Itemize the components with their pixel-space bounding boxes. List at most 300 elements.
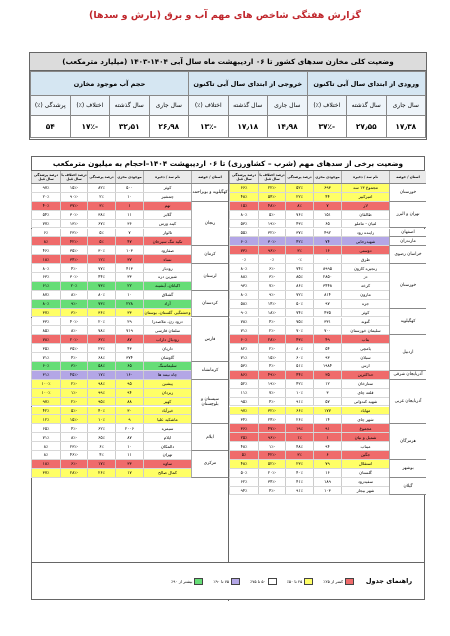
cell: ۱ — [115, 202, 143, 210]
cell: ۳۱٪ — [31, 371, 60, 379]
dam-name: کوثر — [341, 309, 389, 317]
dam-name: طالقان — [341, 211, 389, 219]
dam-name: ستارخان — [341, 380, 389, 388]
cell: ۱۹۸۴ — [313, 362, 341, 370]
cell: ۵٪ — [229, 451, 258, 459]
cell: ۴۰٪ — [285, 469, 313, 477]
cell: ۵۵٪ — [229, 229, 258, 237]
cell: ۷۱٪ — [31, 353, 60, 361]
cell: ۱۲٪ — [31, 415, 60, 423]
cell: -۲۸٪ — [60, 469, 87, 477]
province-label: گیلان — [389, 478, 426, 496]
dam-name: مجموع ۱۳ سد — [341, 184, 389, 192]
cell: -۸٪ — [60, 326, 87, 334]
cell: ۳۷٪ — [31, 469, 60, 477]
cell: -۳۷٪ — [60, 202, 87, 210]
province-label: هرمزگان — [389, 424, 426, 460]
cell: -۱۵٪ — [258, 353, 285, 361]
cell: ۹۵ — [115, 380, 143, 388]
summary-value: -۱۳٪ — [189, 116, 229, 138]
group-outflow: خروجی از ابتدای سال آبی تاکنون — [189, 72, 308, 96]
cell: -۴٪ — [258, 398, 285, 406]
legend-swatch — [268, 578, 277, 585]
legend-label: کمتر از ۲۵٪ — [323, 578, 343, 584]
cell: -۳٪ — [60, 309, 87, 317]
cell: ۹۷٪ — [229, 407, 258, 415]
cell: ۵۸٪ — [229, 300, 258, 308]
province-label: ایلام — [191, 424, 228, 451]
dam-name: سبلان — [341, 353, 389, 361]
cell: ۵۸٪ — [87, 362, 115, 370]
cell: ۷۱٪ — [229, 353, 258, 361]
cell: -۴٪ — [258, 362, 285, 370]
cell: ۱۰۳ — [313, 487, 341, 495]
cell: ۸۰٪ — [87, 291, 115, 299]
cell: ۴۱٪ — [285, 478, 313, 486]
dam-name: بتاب — [341, 335, 389, 343]
cell: ۹۵٪ — [229, 398, 258, 406]
cell: ۳۶٪ — [87, 309, 115, 317]
cell: ۵۲٪ — [285, 184, 313, 192]
cell: ۵۲٪ — [229, 380, 258, 388]
legend-label: ۷۵ تا ۹۰٪ — [213, 578, 230, 584]
cell: ۸۶٪ — [285, 282, 313, 290]
page-title: گزارش هفتگی شاخص های مهم آب و برق (بارش و سدها) — [89, 10, 361, 21]
cell: ۱۷٪ — [87, 371, 115, 379]
province-label: مازندران — [389, 237, 426, 246]
column-header: نام سد / ذخیره — [143, 171, 191, 183]
province-label: کهگیلویه و بویراحمد — [191, 184, 228, 202]
dam-name: سلمان فارسی — [143, 326, 191, 334]
summary-table — [29, 52, 427, 140]
dam-name: طرق — [341, 255, 389, 263]
cell: -۴۸٪ — [258, 202, 285, 210]
legend-label: ۲۵ تا ۵۰٪ — [286, 578, 303, 584]
legend-item — [323, 578, 354, 585]
province-label: کردستان — [191, 291, 228, 318]
cell: ۸٪ — [31, 442, 60, 450]
cell: ۶۰٪ — [31, 362, 60, 370]
cell: -۱۸٪ — [258, 309, 285, 317]
cell: ۱۹٪ — [285, 424, 313, 432]
cell: ۷۸٪ — [229, 318, 258, 326]
cell: ۶۶٪ — [285, 407, 313, 415]
cell: -۴۶٪ — [60, 451, 87, 459]
cell: -۷٪ — [258, 282, 285, 290]
cell: ۷۱٪ — [31, 433, 60, 441]
cell: ۳۴٪ — [229, 415, 258, 423]
dam-name: درود زن، ملاصدرا — [143, 318, 191, 326]
cell: ۸۲٪ — [229, 344, 258, 352]
cell: ۴۷ — [115, 237, 143, 245]
dam-name: رودبار — [143, 264, 191, 272]
cell: ۶ — [313, 451, 341, 459]
cell: ۵۰۰ — [115, 184, 143, 192]
cell: ۱۵٪ — [229, 202, 258, 210]
cell: -۲٪ — [60, 398, 87, 406]
cell: ۷۷٪ — [31, 220, 60, 228]
cell: ۶۸٪ — [87, 353, 115, 361]
cell: -۵۲٪ — [258, 460, 285, 468]
summary-value: -۱۷٪ — [70, 116, 110, 138]
cell: ۱۰ — [115, 291, 143, 299]
dam-name: داریان — [143, 344, 191, 352]
cell: ۵۱٪ — [285, 362, 313, 370]
cell: -۴٪ — [60, 264, 87, 272]
cell: ۸۰٪ — [229, 211, 258, 219]
cell: -۱۵٪ — [60, 184, 87, 192]
province-label: خوزستان — [389, 184, 426, 202]
cell: -۲۸٪ — [258, 335, 285, 343]
cell: ۸۱۴ — [313, 291, 341, 299]
cell: ۹۴٪ — [229, 487, 258, 495]
legend-swatch — [194, 578, 203, 585]
summary-value: ۱۴٫۹۸ — [268, 116, 308, 138]
dam-name: چمشیر — [143, 193, 191, 201]
dam-name: گاوشان — [143, 353, 191, 361]
cell: ۶۰٪ — [229, 335, 258, 343]
cell: ۷ — [313, 202, 341, 210]
cell: ۶۵ — [313, 220, 341, 228]
dam-name: شهر بیجار — [341, 487, 389, 495]
cell: ۵۰٪ — [229, 469, 258, 477]
province-label: لرستان — [191, 264, 228, 291]
cell: ۲۳٪ — [87, 344, 115, 352]
cell: -۲۰٪ — [258, 469, 285, 477]
province-label: تهران و البرز — [389, 202, 426, 229]
dam-name: گتوند — [341, 318, 389, 326]
cell: ۸۲٪ — [87, 184, 115, 192]
column-header: درصد پرشدگی سال قبل — [31, 171, 60, 183]
cell: ۴۹ — [313, 335, 341, 343]
dam-name: شهر چای — [341, 415, 389, 423]
summary-subheader: سال جاری — [268, 96, 308, 116]
cell: -۹۰٪ — [60, 193, 87, 201]
cell: -۲۲٪ — [258, 184, 285, 192]
summary-value: ۱۷٫۳۸ — [386, 116, 426, 138]
summary-value: ۲۷٫۵۵ — [347, 116, 387, 138]
cell: ۶۲٪ — [229, 478, 258, 486]
summary-subheader: اختلاف (٪) — [307, 96, 347, 116]
dam-name: مارون — [341, 291, 389, 299]
cell: -۱٪ — [60, 389, 87, 397]
province-label: کرمان — [191, 246, 228, 264]
column-header: درصد پرشدگی — [87, 171, 115, 183]
cell: ۷۰۰ — [313, 326, 341, 334]
legend-item — [250, 578, 277, 585]
cell: ۴۸٪ — [285, 442, 313, 450]
dam-name: گلابر — [143, 211, 191, 219]
cell: ۴۸٪ — [229, 460, 258, 468]
cell: ۵۷ — [313, 398, 341, 406]
summary-subheader: سال گذشته — [347, 96, 387, 116]
cell: ۸۷ — [115, 433, 143, 441]
cell: -۴٪ — [258, 318, 285, 326]
cell: -۵۴٪ — [258, 193, 285, 201]
cell: ۷۹ — [313, 460, 341, 468]
cell: -۹٪ — [258, 291, 285, 299]
dam-name: اکباتان، آبشینه — [143, 282, 191, 290]
cell: -۱٪ — [258, 442, 285, 450]
cell: ۱۰ — [115, 442, 143, 450]
cell: ۷ — [115, 229, 143, 237]
cell: ۱۰ — [115, 193, 143, 201]
cell: ۸۸٪ — [229, 273, 258, 281]
cell: ۵۴٪ — [31, 211, 60, 219]
legend-title: راهنمای جدول — [365, 577, 413, 585]
cell: -۲٪ — [60, 380, 87, 388]
cell: -۳۰٪ — [60, 273, 87, 281]
province-label: آذربایجان غربی — [389, 380, 426, 425]
cell: -۳٪ — [60, 362, 87, 370]
dam-name: کرخه — [341, 282, 389, 290]
cell: ۱۶۰ — [115, 371, 143, 379]
cell: ۸۰٪ — [31, 264, 60, 272]
cell: ۲۸۵۰ — [313, 273, 341, 281]
summary-value: ۱۷٫۱۸ — [228, 116, 268, 138]
legend-swatch — [345, 578, 354, 585]
cell: ۸۷٪ — [31, 291, 60, 299]
dam-name: شهیدرجایی — [341, 237, 389, 245]
cell: ۷۸٪ — [31, 335, 60, 343]
cell: -۱۹٪ — [258, 220, 285, 228]
summary-subheader: سال جاری — [149, 96, 189, 116]
province-label: آذربایجان شرقی — [389, 371, 426, 380]
cell: ۴۰٪ — [31, 202, 60, 210]
cell: ۴۳٪ — [285, 335, 313, 343]
cell: -۴۷٪ — [258, 424, 285, 432]
province-label: کرمانشاه — [191, 362, 228, 380]
cell: ۸۰٪ — [229, 291, 258, 299]
cell: ۴۶٪ — [31, 246, 60, 254]
cell: -۳۰٪ — [258, 237, 285, 245]
cell: ۹۳ — [313, 353, 341, 361]
cell: -۲۴٪ — [258, 415, 285, 423]
summary-value: ۵۴ — [31, 116, 71, 138]
cell: ۴۹۲ — [313, 229, 341, 237]
cell: ۶۵٪ — [31, 424, 60, 432]
cell: ۹۱٪ — [285, 487, 313, 495]
cell: ۶۷٪ — [87, 220, 115, 228]
province-label: کهگیلویه — [389, 309, 426, 336]
cell: -۲٪ — [258, 344, 285, 352]
cell: ۷۳٪ — [87, 282, 115, 290]
cell: ۳٪ — [285, 246, 313, 254]
cell: ۱۸۹ — [313, 478, 341, 486]
cell: -۳٪ — [258, 273, 285, 281]
dam-name: زیردان — [143, 389, 191, 397]
dam-name: مهاباد — [341, 407, 389, 415]
cell: ۴۳٪ — [285, 220, 313, 228]
cell: ۳۶٪ — [229, 424, 258, 432]
cell: ۷۲٪ — [285, 291, 313, 299]
dam-name: تهم — [143, 202, 191, 210]
cell: -۶٪ — [258, 264, 285, 272]
column-header: موجودی مخزن — [115, 171, 143, 183]
cell: ۵۳٪ — [229, 220, 258, 228]
cell: ۹۳٪ — [229, 282, 258, 290]
cell: ۳٪ — [87, 202, 115, 210]
dam-name: لتیان - ماملو — [341, 220, 389, 228]
cell: -۸٪ — [60, 433, 87, 441]
cell: ۶۵٪ — [87, 433, 115, 441]
cell: ۴۲٪ — [31, 407, 60, 415]
dam-name: کهیر — [143, 398, 191, 406]
cell: -۴٪ — [60, 353, 87, 361]
province-label: اصفهان — [389, 229, 426, 238]
cell: ۳۵ — [313, 371, 341, 379]
dam-name: تالوار — [143, 229, 191, 237]
cell: ۱۶ — [313, 469, 341, 477]
dam-name: صفارود — [143, 246, 191, 254]
dam-name: دالمکان — [143, 442, 191, 450]
dam-name: جگین — [341, 451, 389, 459]
cell: ۰٪ — [258, 255, 285, 263]
dam-name: خیرآباد — [143, 407, 191, 415]
dam-name: ارس — [341, 362, 389, 370]
cell: ۴۲٪ — [285, 380, 313, 388]
dam-name: سفیدرود — [341, 478, 389, 486]
cell: ۸٪ — [285, 202, 313, 210]
cell: ۳ — [313, 389, 341, 397]
cell: ۱٪ — [285, 433, 313, 441]
cell: ۹۷ — [313, 300, 341, 308]
cell: ۲۶٪ — [285, 415, 313, 423]
cell: ۸٪ — [31, 237, 60, 245]
cell: -۵٪ — [258, 211, 285, 219]
cell: ۸٪ — [31, 451, 60, 459]
cell: -۵٪ — [60, 407, 87, 415]
dam-name: زنجیره کارون — [341, 264, 389, 272]
dam-name: مجموع — [341, 424, 389, 432]
summary-value: ۲۶٫۹۸ — [149, 116, 189, 138]
dam-name: کوثر — [143, 184, 191, 192]
cell: -۳۲٪ — [258, 229, 285, 237]
legend-swatch — [231, 578, 240, 585]
legend-item — [213, 578, 240, 585]
cell: ۸۰٪ — [229, 264, 258, 272]
cell: ۵۳٪ — [229, 362, 258, 370]
cell: ۸۰٪ — [31, 300, 60, 308]
column-header: درصد اختلاف با سال قبل — [61, 173, 87, 181]
dam-name: زاینده رود — [341, 229, 389, 237]
cell: ۳۷۴ — [115, 353, 143, 361]
province-label: اردبیل — [389, 335, 426, 371]
province-label: خوزستان — [389, 264, 426, 309]
cell: ۱۱ — [115, 451, 143, 459]
cell: ۷۳٪ — [87, 300, 115, 308]
cell: ۲۶٪ — [87, 469, 115, 477]
cell: -۲٪ — [258, 326, 285, 334]
dam-name: تهران — [143, 451, 191, 459]
cell: -۸٪ — [60, 291, 87, 299]
column-header: موجودی مخزن — [313, 171, 341, 183]
legend-item — [171, 578, 203, 585]
dam-name: کینه ورس — [143, 220, 191, 228]
cell: ۱۸٪ — [31, 460, 60, 468]
cell: ۱۷۷ — [313, 407, 341, 415]
cell: -۹٪ — [60, 300, 87, 308]
cell: ۴۳ — [115, 344, 143, 352]
legend-label: بیشتر از ۹۰٪ — [171, 578, 193, 584]
cell: ۲۲۸ — [115, 300, 143, 308]
dam-name: آزاد — [143, 300, 191, 308]
cell: ۶٪ — [31, 229, 60, 237]
cell: ۶۰٪ — [285, 353, 313, 361]
dam-name: رودبال داراب — [143, 335, 191, 343]
dam-name: سیمره — [143, 424, 191, 432]
cell: ۱۷٪ — [87, 460, 115, 468]
cell: ۹ — [115, 415, 143, 423]
legend-label: ۵۰ تا ۷۵٪ — [250, 578, 266, 584]
cell: ۵۴ — [313, 344, 341, 352]
cell: ۰٪ — [229, 255, 258, 263]
cell: ۷۱۹ — [115, 326, 143, 334]
dam-name: قلعه چای — [341, 389, 389, 397]
dam-name: دوستی — [341, 246, 389, 254]
cell: ۴۸٪ — [229, 442, 258, 450]
cell: -۳۰٪ — [60, 211, 87, 219]
cell: ۴۸٪ — [229, 193, 258, 201]
cell: ۸۰٪ — [285, 344, 313, 352]
cell: ۸۵٪ — [285, 273, 313, 281]
cell: ۲۳٪ — [285, 460, 313, 468]
cell: ۷۴٪ — [285, 309, 313, 317]
cell: -۳۴٪ — [60, 255, 87, 263]
cell: ۶۱٪ — [31, 282, 60, 290]
cell: ۲٪ — [87, 193, 115, 201]
column-header: استان / حوضه — [389, 171, 426, 183]
cell: -۳۵٪ — [60, 344, 87, 352]
cell: ۶۲٪ — [87, 335, 115, 343]
cell: ۴۲٪ — [285, 237, 313, 245]
cell: -۴۰٪ — [60, 318, 87, 326]
dam-name: گلستان — [341, 469, 389, 477]
cell: ۴۳۵ — [313, 309, 341, 317]
cell: -۴۲٪ — [60, 237, 87, 245]
cell: ۵۰٪ — [285, 300, 313, 308]
cell: ۲۰۰۶ — [115, 424, 143, 432]
cell: ۳۸٪ — [87, 211, 115, 219]
cell: ۳۳۱ — [313, 318, 341, 326]
cell: ۱۸٪ — [31, 255, 60, 263]
cell: ۶۶٪ — [229, 184, 258, 192]
cell: ۱ — [313, 433, 341, 441]
cell: ۶۲٪ — [87, 424, 115, 432]
table-header — [31, 171, 228, 184]
cell: ۱۷ — [115, 469, 143, 477]
dam-name: سلیمان خوزستان — [341, 326, 389, 334]
cell: ۱۴ — [313, 415, 341, 423]
cell: ۵٪ — [87, 229, 115, 237]
summary-subheader: سال گذشته — [110, 96, 150, 116]
cell: ۷۷٪ — [87, 264, 115, 272]
dam-name: چاه نیمه ها — [143, 371, 191, 379]
cell: ۱۱٪ — [229, 389, 258, 397]
cell: ۹۰٪ — [229, 309, 258, 317]
cell: ۳۶ — [115, 220, 143, 228]
cell: -۲۳٪ — [60, 442, 87, 450]
dam-name: شهید کندوانی — [341, 398, 389, 406]
cell: ۳۳٪ — [31, 318, 60, 326]
legend — [31, 562, 425, 600]
summary-subheader: اختلاف (٪) — [70, 96, 110, 116]
cell: ۲۰٪ — [31, 193, 60, 201]
cell: ۱۰۳ — [115, 246, 143, 254]
province-label: مرکزی — [191, 451, 228, 478]
cell: -۴۵٪ — [60, 371, 87, 379]
province-label: سیستان و بلوچستان — [191, 380, 228, 425]
